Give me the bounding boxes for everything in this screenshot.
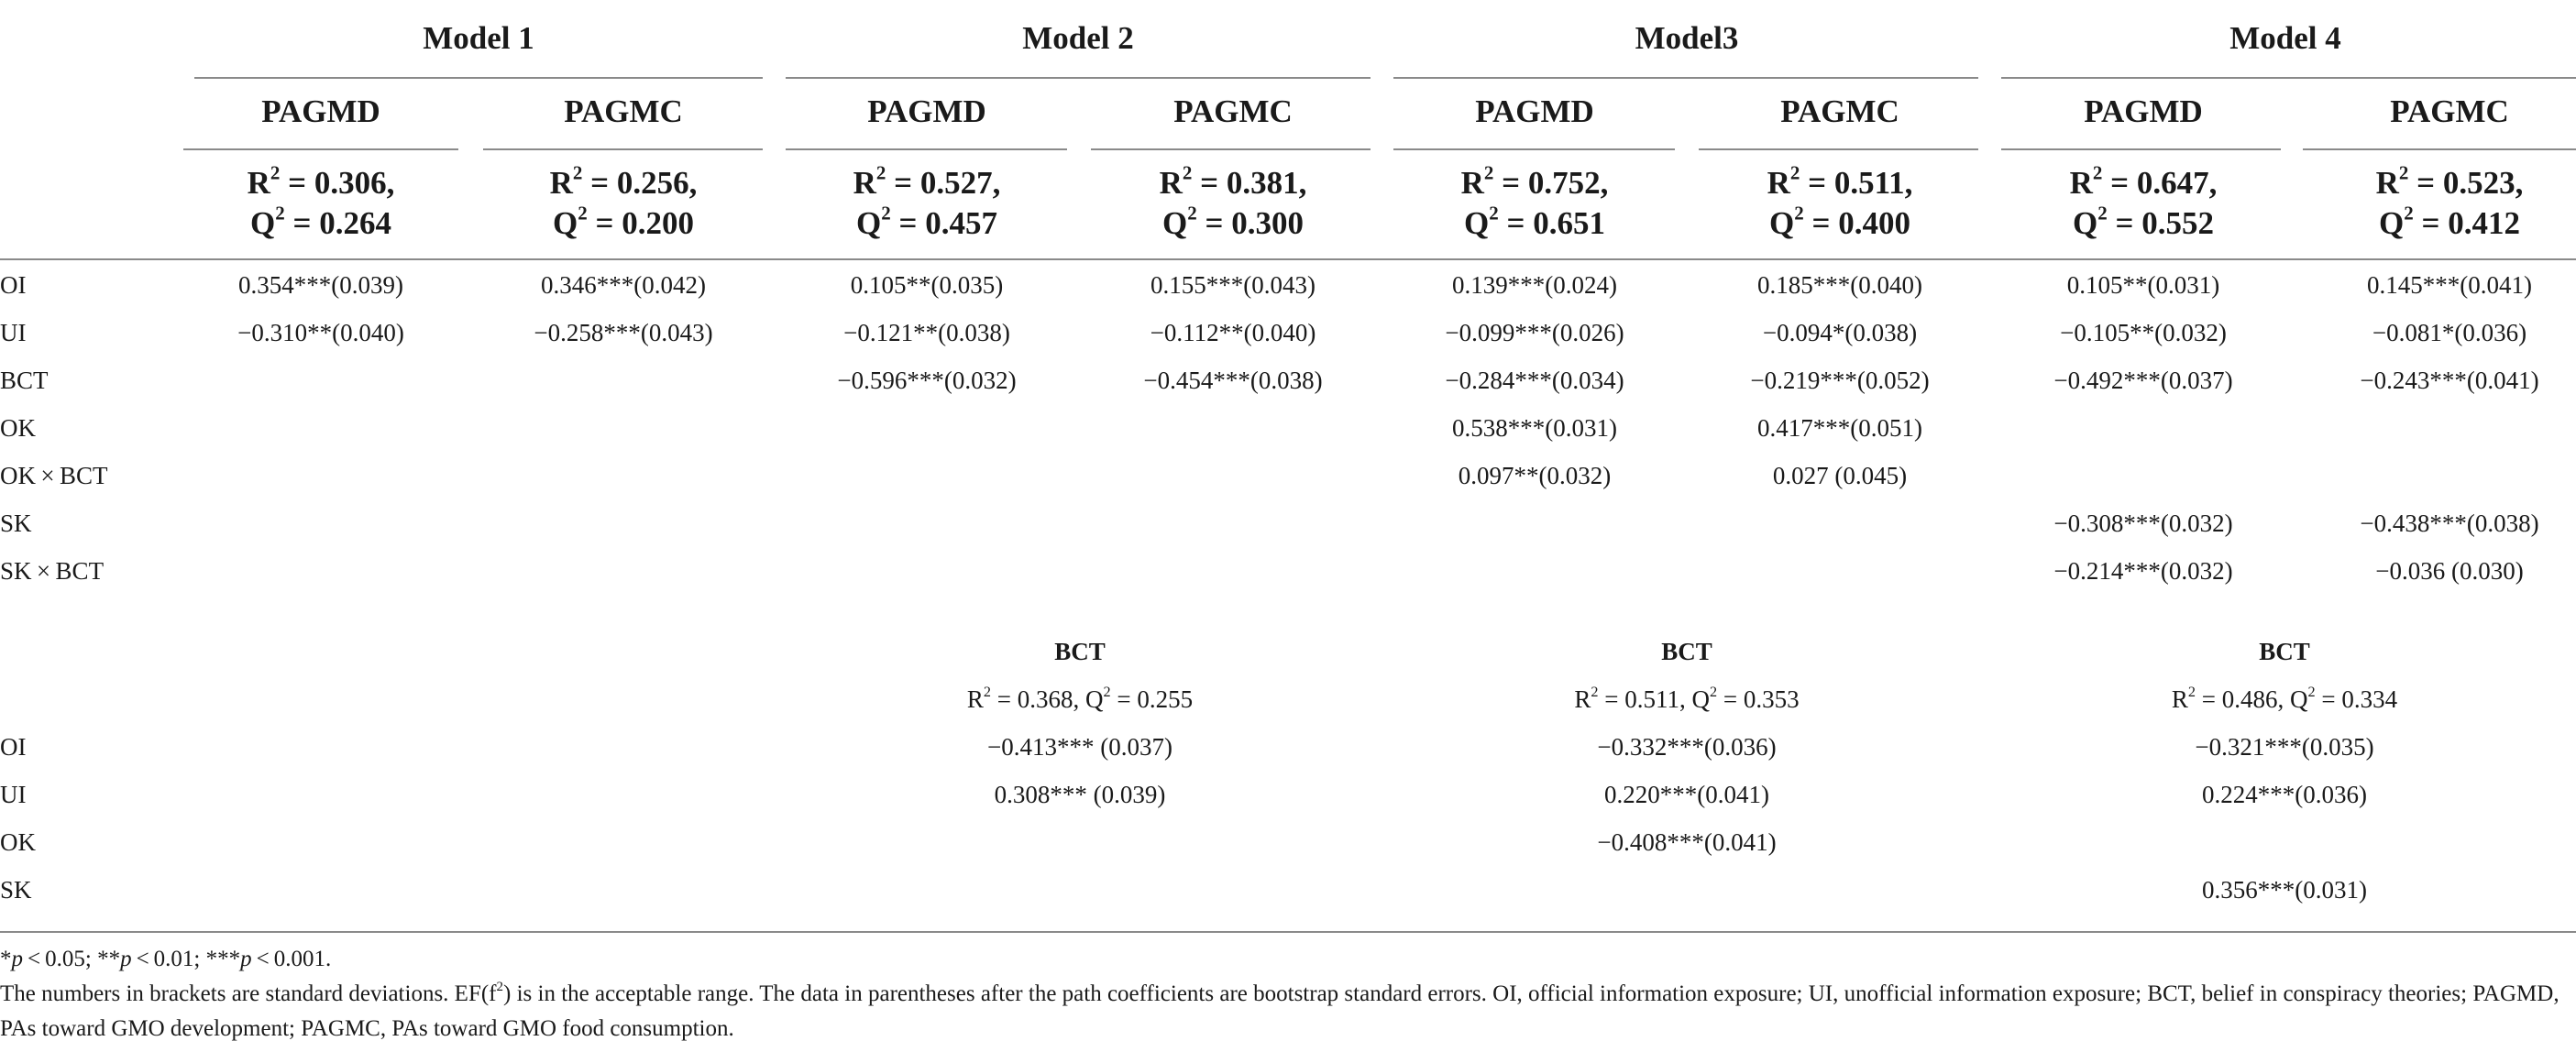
table-cell: 0.155***(0.043) [1150,271,1316,299]
table-cell: −0.105**(0.032) [2060,319,2227,346]
table-cell: 0.105**(0.035) [850,271,1004,299]
model-2-rule [786,77,1371,79]
table-cell: 0.354***(0.039) [238,271,403,299]
table-cell: −0.284***(0.034) [1445,367,1624,394]
row-label: OI [0,271,27,299]
table-cell: −0.492***(0.037) [2053,367,2233,394]
model-3-pagmc-header: PAGMC [1780,93,1899,129]
row-label: OK [0,414,36,442]
bct-table-cell: 0.220***(0.041) [1604,781,1769,808]
table-cell: 0.097**(0.032) [1458,462,1612,489]
sub-rule [2303,148,2576,150]
model-2-pagmc-fit: $R^2 = 0.381$, $Q^2 = 0.300$ [1159,161,1307,241]
bct-table-cell: −0.321***(0.035) [2195,733,2374,761]
model-1-pagmd-header: PAGMD [261,93,380,129]
table-cell: −0.243***(0.041) [2360,367,2539,394]
model-1-pagmd-fit: $R^2 = 0.306$, $Q^2 = 0.264$ [247,161,395,241]
table-cell: −0.112**(0.040) [1150,319,1316,346]
bct-row-label: OI [0,733,27,761]
model-4-pagmc-fit: $R^2 = 0.523$, $Q^2 = 0.412$ [2375,161,2524,241]
model-4-bct-header: BCT [2259,638,2310,665]
row-label: OK × BCT [0,462,108,489]
table-cell: 0.185***(0.040) [1757,271,1922,299]
model-1-pagmc-header: PAGMC [564,93,683,129]
bct-row-label: OK [0,828,36,856]
row-label: SK [0,510,32,537]
table-cell: 0.145***(0.041) [2367,271,2532,299]
table-cell: −0.438***(0.038) [2360,510,2539,537]
significance-note: *p < 0.05; **p < 0.01; ***p < 0.001. [0,947,332,971]
sub-rule [1393,148,1675,150]
model-4-pagmd-fit: $R^2 = 0.647$, $Q^2 = 0.552$ [2069,161,2218,241]
table-cell: −0.454***(0.038) [1143,367,1323,394]
model-2-bct-fit: $R^2 = 0.368$, $Q^2 = 0.255$ [966,683,1194,713]
row-label: BCT [0,367,49,394]
bct-table-cell: −0.413*** (0.037) [987,733,1172,761]
model-1-pagmc-fit: $R^2 = 0.256$, $Q^2 = 0.200$ [549,161,698,241]
table-cell: −0.219***(0.052) [1750,367,1930,394]
table-cell: −0.214***(0.032) [2053,557,2233,585]
model-1-title: Model 1 [423,20,534,56]
table-cell: −0.121**(0.038) [843,319,1010,346]
table-cell: −0.310**(0.040) [237,319,404,346]
model-3-pagmd-fit: $R^2 = 0.752$, $Q^2 = 0.651$ [1460,161,1609,241]
model-4-rule [2001,77,2576,79]
model-2-pagmd-header: PAGMD [867,93,986,129]
table-cell: −0.308***(0.032) [2053,510,2233,537]
sub-rule [786,148,1067,150]
table-cell: 0.538***(0.031) [1452,414,1617,442]
model-2-pagmc-header: PAGMC [1173,93,1293,129]
model-3-pagmd-header: PAGMD [1475,93,1594,129]
model-3-title: Model3 [1635,20,1739,56]
row-label: SK × BCT [0,557,105,585]
sub-rule [1091,148,1371,150]
table-cell: −0.081*(0.036) [2372,319,2527,346]
model-2-pagmd-fit: $R^2 = 0.527$, $Q^2 = 0.457$ [853,161,1001,241]
table-cell: 0.027 (0.045) [1772,462,1908,489]
model-4-pagmd-header: PAGMD [2084,93,2203,129]
table-cell: −0.596***(0.032) [837,367,1017,394]
table-cell: −0.099***(0.026) [1445,319,1624,346]
model-3-rule [1393,77,1978,79]
model-4-title: Model 4 [2229,20,2341,56]
sub-rule [183,148,458,150]
sub-rule [483,148,763,150]
table-cell: 0.105**(0.031) [2066,271,2220,299]
model-1-rule [194,77,763,79]
table-cell: −0.094*(0.038) [1762,319,1918,346]
table-cell: −0.036 (0.030) [2375,557,2524,585]
bct-table-cell: 0.308*** (0.039) [994,781,1166,808]
bct-table-cell: 0.356***(0.031) [2202,876,2367,904]
sub-rule [1699,148,1978,150]
model-3-bct-header: BCT [1661,638,1712,665]
model-4-bct-fit: $R^2 = 0.486$, $Q^2 = 0.334$ [2171,683,2398,713]
model-4-pagmc-header: PAGMC [2390,93,2509,129]
header-bottom-rule [0,258,2576,260]
table-bottom-rule [0,931,2576,933]
row-label: UI [0,319,27,346]
table-footnote: The numbers in brackets are standard deviations. $EF(f^2)$ is in the acceptable range. The data in parentheses after the path coefficients are bootstrap standard errors. OI, official information exposure; UI, unofficial information exposure; BCT, belief in conspiracy theories; PAGMD, PAs toward GMO development; PAGMC, PAs toward GMO food consumption. [0,979,2559,1041]
sub-rule [2001,148,2281,150]
model-2-title: Model 2 [1022,20,1134,56]
bct-row-label: UI [0,781,27,808]
bct-row-label: SK [0,876,32,904]
bct-table-cell: 0.224***(0.036) [2202,781,2367,808]
bct-table-cell: −0.332***(0.036) [1597,733,1777,761]
bct-table-cell: −0.408***(0.041) [1597,828,1777,856]
table-cell: 0.417***(0.051) [1757,414,1922,442]
model-3-bct-fit: $R^2 = 0.511$, $Q^2 = 0.353$ [1574,683,1800,713]
table-cell: 0.346***(0.042) [541,271,706,299]
table-cell: 0.139***(0.024) [1452,271,1617,299]
model-3-pagmc-fit: $R^2 = 0.511$, $Q^2 = 0.400$ [1767,161,1913,241]
model-2-bct-header: BCT [1054,638,1106,665]
table-cell: −0.258***(0.043) [534,319,713,346]
